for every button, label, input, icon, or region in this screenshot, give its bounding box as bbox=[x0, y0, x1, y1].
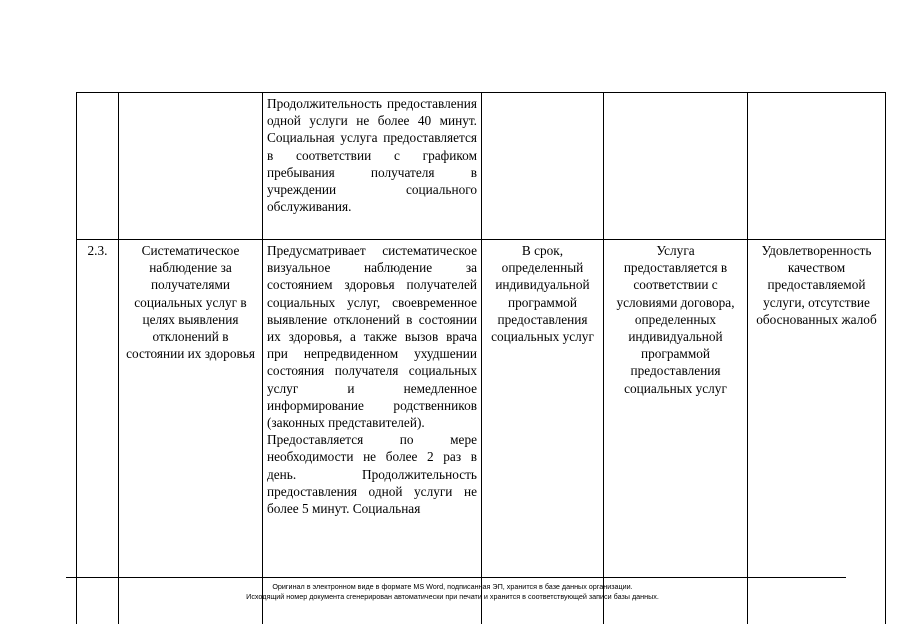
table-row bbox=[77, 240, 886, 625]
cell-quality: Удовлетворенность качеством предоставляемой услуги, отсутствие обоснованных жалоб bbox=[748, 240, 886, 625]
cell-service-name: Систематическое наблюдение за получателями социальных услуг в целях выявления отклонений в состоянии их здоровья bbox=[119, 240, 263, 625]
description-paragraph-1: Предусматривает систематическое визуальное наблюдение за состоянием здоровья получателей социальных услуг, своевременное выявление отклонений в состоянии их здоровья, а также вызов врача при непредвиденном ухудшении состояния получателя социальных услуг и немедленное информирование родственников (законных представителей). bbox=[267, 243, 477, 431]
cell-number: 2.3. bbox=[77, 240, 119, 625]
cell-description bbox=[263, 93, 482, 240]
footer-note-original: Оригинал в электронном виде в формате MS Word, подписанная ЭП, хранится в базе данных организации. bbox=[272, 582, 633, 591]
footer-divider bbox=[66, 577, 846, 578]
cell-description bbox=[263, 240, 482, 625]
description-text: Продолжительность предоставления одной услуги не более 40 минут. Социальная услуга предоставляется в соответствии с графиком пребывания получателя в учреждении социального обслуживания. bbox=[267, 96, 477, 215]
cell-conditions bbox=[604, 93, 748, 240]
cell-service-name bbox=[119, 93, 263, 240]
table-row bbox=[77, 93, 886, 240]
cell-conditions: Услуга предоставляется в соответствии с условиями договора, определенных индивидуальной программой предоставления социальных услуг bbox=[604, 240, 748, 625]
cell-quality bbox=[748, 93, 886, 240]
cell-term bbox=[482, 93, 604, 240]
cell-number bbox=[77, 93, 119, 240]
footer-note-number: Исходящий номер документа сгенерирован автоматически при печати и хранится в соответствующей записи базы данных. bbox=[246, 592, 659, 601]
description-paragraph-2: Предоставляется по мере необходимости не более 2 раз в день. Продолжительность предоставления одной услуги не более 5 минут. Социальная bbox=[267, 432, 477, 517]
services-table bbox=[76, 92, 886, 624]
cell-term: В срок, определенный индивидуальной программой предоставления социальных услуг bbox=[482, 240, 604, 625]
